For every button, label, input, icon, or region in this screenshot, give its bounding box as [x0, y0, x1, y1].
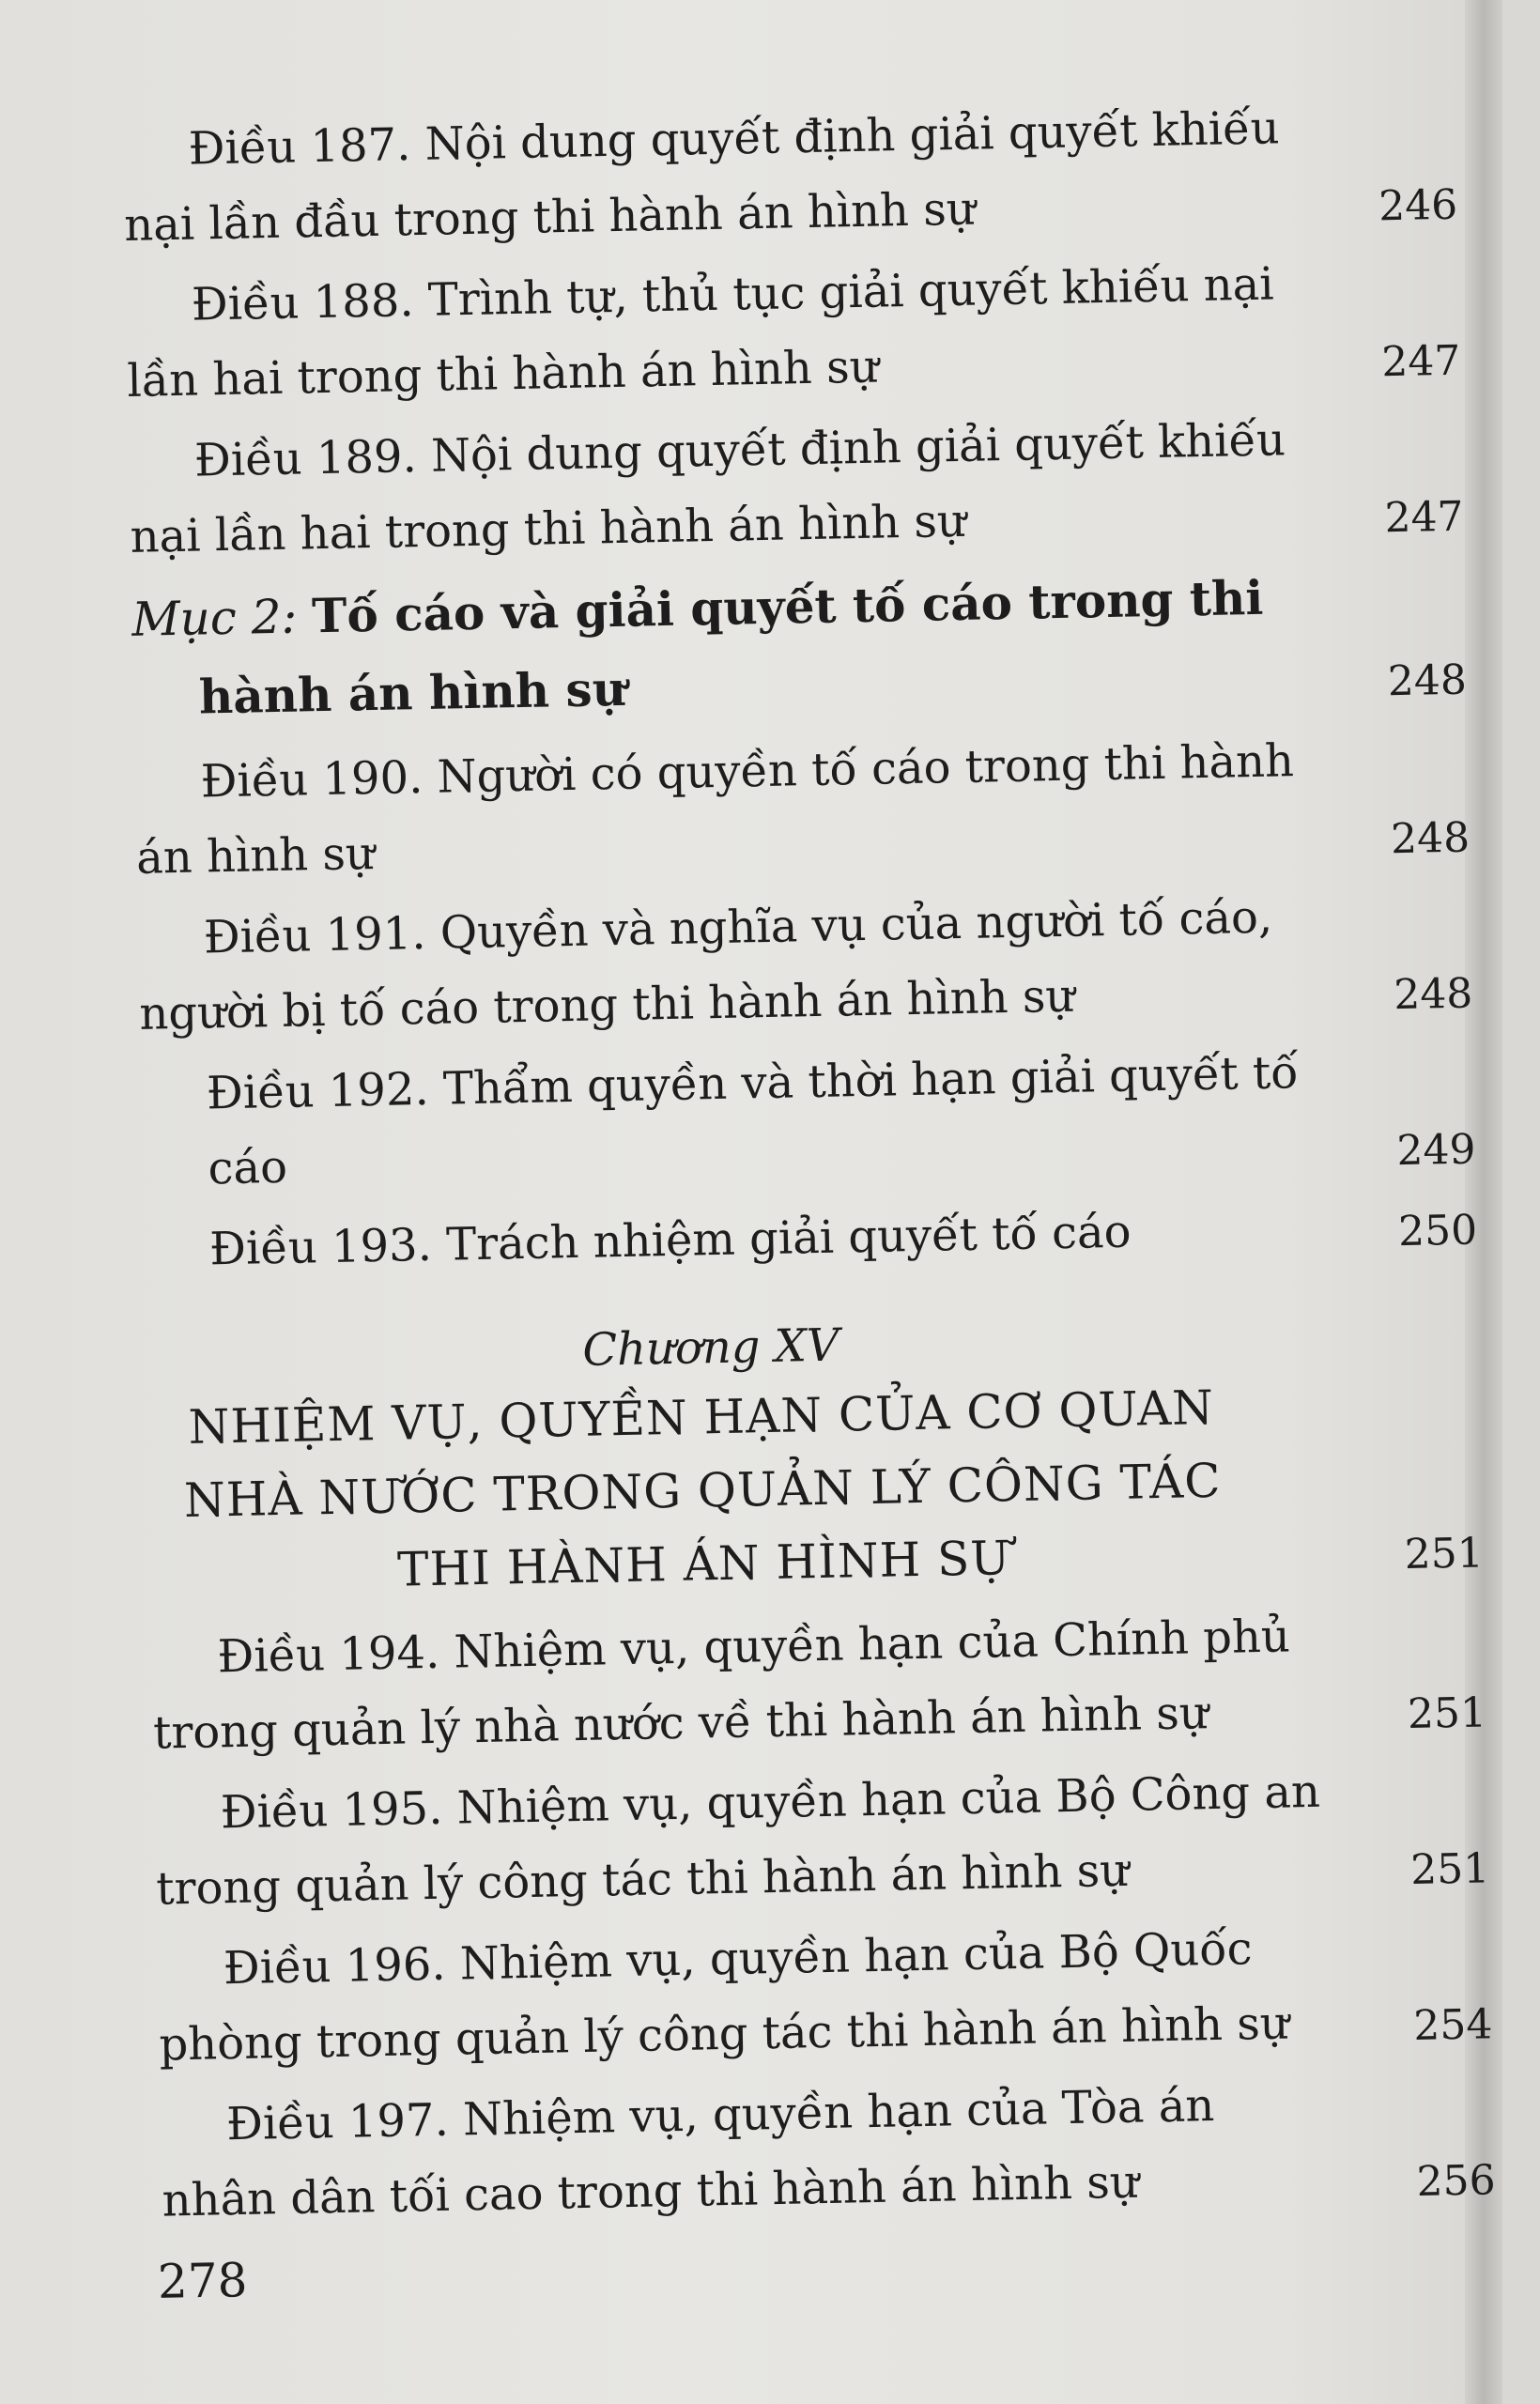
entry-text: Điều 193. Trách nhiệm giải quyết tố cáo: [208, 1205, 1132, 1276]
toc-chapter-xv: [146, 1301, 1485, 1611]
page-number: 278: [157, 2253, 248, 2309]
entry-text-line2: nhân dân tối cao trong thi hành án hình sự: [162, 2155, 1140, 2227]
section-title-line1: Tố cáo và giải quyết tố cáo trong thi: [311, 569, 1264, 644]
table-of-contents: [122, 87, 1496, 2244]
toc-entry-196: [157, 1906, 1493, 2082]
entry-text-line1: Điều 189. Nội dung quyết định giải quyết khiếu: [193, 413, 1286, 487]
toc-entry-192: [140, 1032, 1476, 1208]
entry-page-number: 250: [1397, 1206, 1478, 1256]
entry-text-line2: phòng trong quản lý công tác thi hành án hình sự: [158, 1996, 1290, 2072]
entry-page-number: 248: [1393, 969, 1473, 1020]
entry-page-number: 247: [1384, 492, 1465, 543]
entry-text-line1: Điều 191. Quyền và nghĩa vụ của người tố cáo,: [203, 890, 1273, 964]
chapter-title-line-3: THI HÀNH ÁN HÌNH SỰ: [396, 1531, 1011, 1597]
entry-page-number: 251: [1407, 1688, 1487, 1739]
entry-page-number: 248: [1390, 813, 1471, 864]
entry-page-number: 251: [1409, 1844, 1490, 1894]
entry-text-line1: Điều 197. Nhiệm vụ, quyền hạn của Tòa án: [225, 2079, 1215, 2151]
entry-page-number: 254: [1412, 2000, 1493, 2050]
toc-entry-195: [154, 1750, 1490, 1926]
chapter-page-number: 251: [1404, 1529, 1485, 1580]
toc-entry-190: [134, 720, 1471, 896]
entry-page-number: 247: [1380, 336, 1461, 387]
toc-entry-197: [160, 2062, 1496, 2238]
toc-entry-188: [125, 243, 1461, 419]
toc-entry-194: [151, 1595, 1487, 1770]
entry-page-number: 246: [1378, 180, 1458, 231]
entry-page-number: 249: [1396, 1125, 1476, 1176]
section-prefix: Mục 2:: [131, 589, 298, 647]
entry-text-line2: trong quản lý công tác thi hành án hình sự: [155, 1843, 1130, 1916]
chapter-title-line-2: NHÀ NƯỚC TRONG QUẢN LÝ CÔNG TÁC: [183, 1453, 1223, 1528]
entry-text-line1: Điều 190. Người có quyền tố cáo trong thi hành: [200, 734, 1295, 809]
entry-text-line2: trong quản lý nhà nước về thi hành án hình sự: [152, 1687, 1209, 1760]
entry-text-line1: Điều 188. Trình tự, thủ tục giải quyết khiếu nại: [191, 257, 1275, 331]
entry-text-line2: nại lần đầu trong thi hành án hình sự: [123, 182, 977, 252]
entry-text-line1: Điều 187. Nội dung quyết định giải quyết khiếu: [188, 101, 1281, 176]
entry-text-line1: Điều 195. Nhiệm vụ, quyền hạn của Bộ Công an: [220, 1764, 1321, 1840]
section-page-number: 248: [1387, 655, 1468, 706]
toc-entry-191: [137, 876, 1473, 1052]
entry-text-line2: án hình sự: [135, 826, 376, 885]
chapter-label: Chương XV: [581, 1318, 840, 1377]
toc-entry-187: [122, 87, 1458, 263]
chapter-title-line-1: NHIỆM VỤ, QUYỀN HẠN CỦA CƠ QUAN: [188, 1379, 1215, 1455]
toc-section-muc-2: [131, 555, 1468, 738]
entry-text-line2: nại lần hai trong thi hành án hình sự: [130, 494, 967, 563]
toc-entry-189: [128, 399, 1464, 575]
entry-text-line1: Điều 196. Nhiệm vụ, quyền hạn của Bộ Quốc: [223, 1922, 1253, 1996]
entry-text-line2: người bị tố cáo trong thi hành án hình sự: [138, 969, 1075, 1040]
entry-text-line2: lần hai trong thi hành án hình sự: [126, 340, 880, 408]
entry-text-line1: Điều 194. Nhiệm vụ, quyền hạn của Chính phủ: [217, 1610, 1291, 1684]
section-line1: [131, 571, 1264, 647]
entry-page-number: 256: [1416, 2156, 1497, 2206]
section-title-line2: hành án hình sự: [198, 660, 627, 725]
entry-text: Điều 192. Thẩm quyền và thời hạn giải quyết tố cáo: [206, 1046, 1300, 1195]
